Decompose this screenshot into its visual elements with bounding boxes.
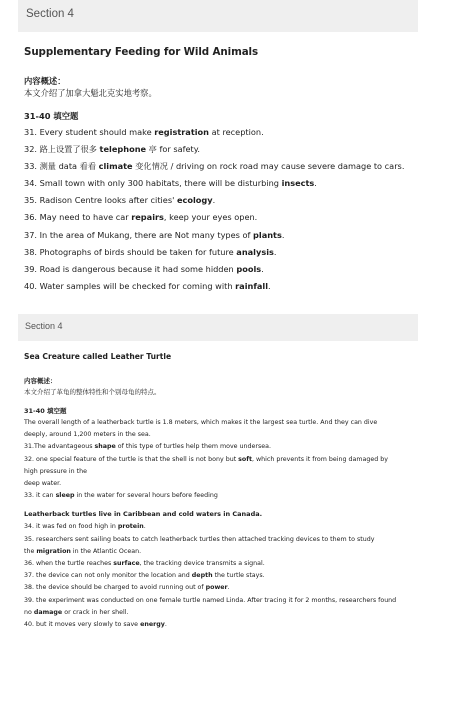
subheading: Leatherback turtles live in Caribbean and cold waters in Canada. <box>24 510 263 519</box>
answer-keyword: power <box>205 584 228 592</box>
questions-heading: 31-40 填空题 <box>24 407 67 415</box>
question-32-cont: deep water. <box>24 480 62 488</box>
answer-keyword: damage <box>33 608 63 616</box>
question-39-cont: no damage or crack in her shell. <box>24 608 129 616</box>
answer-keyword: analysis <box>236 246 274 257</box>
question-39: 39. the experiment was conducted on one female turtle named Linda. After tracing it for 2 months, researchers found <box>24 596 397 604</box>
question-32-cont: high pressure in the <box>24 467 88 475</box>
question-list <box>24 124 414 295</box>
question-33: 33. it can sleep in the water for several hours before feeding <box>24 492 218 500</box>
section-banner-2: Section 4 <box>18 314 418 341</box>
question-31: 31.The advantageous shape of this type of turtles help them move undersea. <box>24 443 272 451</box>
question-38: 38. Photographs of birds should be taken for future analysis. <box>24 246 277 257</box>
questions-heading: 31-40 填空题 <box>24 111 79 121</box>
question-35: 35. Radison Centre looks after cities' ecology. <box>24 195 216 206</box>
answer-keyword: insects <box>281 178 315 189</box>
question-38: 38. the device should be charged to avoid running out of power. <box>24 584 230 592</box>
section-1-title: Supplementary Feeding for Wild Animals <box>24 46 259 58</box>
overview-text: 本文介绍了革龟的整体特性和个别母龟的特点。 <box>24 387 161 396</box>
overview-text: 本文介绍了加拿大魁北克实地考察。 <box>24 88 157 98</box>
answer-keyword: migration <box>36 547 71 555</box>
answer-keyword: registration <box>154 127 210 137</box>
intro-line: deeply, around 1,200 meters in the sea. <box>24 431 151 439</box>
answer-keyword: energy <box>140 621 165 629</box>
question-35: 35. researchers sent sailing boats to catch leatherback turtles then attached tracking devices to them to study <box>24 535 375 543</box>
question-33: 33. 测量 data 看看 climate 变化情况 / driving on rock road may cause severe damage to cars. <box>24 161 405 172</box>
intro-line: The overall length of a leatherback turtle is 1.8 meters, which makes it the largest sea turtle. And they can dive <box>24 419 378 426</box>
answer-keyword: shape <box>94 443 116 451</box>
answer-keyword: telephone <box>99 144 147 155</box>
answer-keyword: pools <box>236 263 262 274</box>
question-31: 31. Every student should make registration at reception. <box>24 127 264 137</box>
section-banner: Section 4 <box>18 0 418 32</box>
answer-keyword: depth <box>191 572 213 580</box>
answer-keyword: rainfall <box>235 280 269 291</box>
question-37: 37. In the area of Mukang, there are Not many types of plants. <box>24 229 285 240</box>
question-34: 34. Small town with only 300 habitats, there will be disturbing insects. <box>24 178 317 189</box>
answer-keyword: soft <box>238 455 252 463</box>
answer-keyword: protein <box>117 523 144 531</box>
answer-keyword: plants <box>253 229 282 240</box>
answer-keyword: surface <box>113 560 140 568</box>
question-36: 36. when the turtle reaches surface, the tracking device transmits a signal. <box>24 560 265 568</box>
answer-keyword: ecology <box>176 195 213 206</box>
question-32: 32. one special feature of the turtle is that the shell is not bony but soft, which prevents it from being damaged by <box>24 455 388 463</box>
section-2-title: Sea Creature called Leather Turtle <box>24 352 172 361</box>
question-35-cont: the migration in the Atlantic Ocean. <box>24 547 142 555</box>
question-40: 40. but it moves very slowly to save energy. <box>24 621 167 629</box>
question-37: 37. the device can not only monitor the location and depth the turtle stays. <box>24 572 265 580</box>
question-39: 39. Road is dangerous because it had some hidden pools. <box>24 263 264 274</box>
section-2 <box>24 352 434 631</box>
question-40: 40. Water samples will be checked for coming with rainfall. <box>24 280 271 291</box>
answer-keyword: repairs <box>131 212 164 223</box>
question-34: 34. it was fed on food high in protein. <box>24 523 146 531</box>
answer-keyword: climate <box>98 161 133 172</box>
overview-label: 内容概述： <box>24 377 57 385</box>
question-32: 32. 路上设置了很多 telephone 亭 for safety. <box>24 144 201 155</box>
answer-keyword: sleep <box>55 492 75 500</box>
section-1 <box>24 46 414 295</box>
overview-label: 内容概述： <box>24 76 66 86</box>
question-36: 36. May need to have car repairs, keep your eyes open. <box>24 212 258 223</box>
